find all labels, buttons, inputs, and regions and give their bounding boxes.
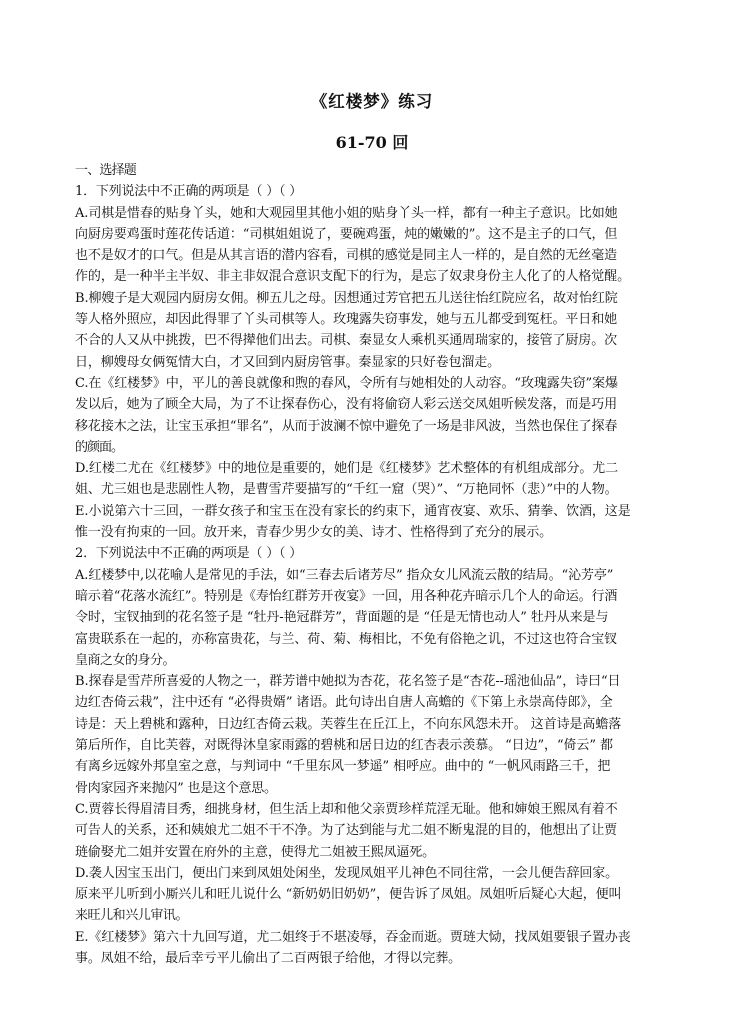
text-line: D.红楼二尤在《红楼梦》中的地位是重要的，她们是《红楼梦》艺术整体的有机组成部分。尤二 (75, 461, 619, 477)
text-line: 一、选择题 (75, 163, 137, 178)
text-line: 作的，是一种半主半奴、非主非奴混合意识支配下的行为，是忘了奴隶身份主人化了的人格觉醒。 (75, 269, 631, 285)
text-line: 1．下列说法中不正确的两项是（ ）（ ） (75, 184, 303, 200)
text-line: A.司棋是惜春的贴身丫头，她和大观园里其他小姐的贴身丫头一样，都有一种主子意识。比如她 (75, 205, 618, 221)
document-title: 《红楼梦》练习 (310, 92, 434, 111)
text-line: 诗是：天上碧桃和露种，日边红杏倚云栽。芙蓉生在丘江上，不向东风怨未开。 这首诗是高蟾落 (75, 716, 622, 732)
text-line: E.小说第六十三回，一群女孩子和宝玉在没有家长的约束下，通宵夜宴、欢乐、猜拳、饮酒，这是 (75, 503, 631, 519)
text-line: C.在《红楼梦》中，平儿的善良就像和煦的春风，令所有与她相处的人动容。“玫瑰露失窃”案爆 (75, 375, 618, 391)
document-body (75, 160, 675, 969)
text-line: 日，柳嫂母女俩冤情大白，才又回到内厨房管事。秦显家的只好卷包溜走。 (75, 354, 501, 370)
text-line: 惟一没有拘束的一回。放开来，青春少男少女的美、诗才、性格得到了充分的展示。 (75, 525, 553, 541)
text-line: 2．下列说法中不正确的两项是（ ）（ ） (75, 546, 303, 562)
text-line: 可告人的关系，还和姨娘尤二姐不干不净。为了达到能与尤二姐不断鬼混的目的，他想出了让贾 (75, 823, 618, 839)
text-line: 暗示着“花落水流红”。特别是《寿怡红群芳开夜宴》一回，用各种花卉暗示几个人的命运。行酒 (75, 588, 618, 604)
text-line: 向厨房要鸡蛋时莲花传话道：“司棋姐姐说了，要碗鸡蛋，炖的嫩嫩的”。这不是主子的口气，但 (75, 226, 618, 242)
text-line: 富贵联系在一起的，亦称富贵花，与兰、荷、菊、梅相比，不免有俗艳之讥，不过这也符合宝钗 (75, 631, 618, 647)
text-line: 来旺儿和兴儿审讯。 (75, 908, 189, 924)
text-line: 边红杏倚云栽”，注中还有 “必得贵婿” 诸语。此句诗出自唐人高蟾的《下第上永崇高侍郎》，全 (75, 695, 613, 711)
text-line: 不合的人又从中挑拨，巴不得撵他们出去。司棋、秦显女人乘机买通周瑞家的，接管了厨房。次 (75, 333, 618, 349)
text-line: E.《红楼梦》第六十九回写道，尤二姐终于不堪凌辱，吞金而逝。贾琏大恸，找凤姐要银子置办丧 (75, 929, 631, 945)
text-line: 第后所作，自比芙蓉，对既得沐皇家雨露的碧桃和居日边的红杏表示羡慕。 “日边”，“倚云” 都 (75, 738, 613, 754)
text-line: 也不是奴才的口气。但是从其言语的潜内容看，司棋的感觉是同主人一样的，是自然的无丝毫造 (75, 248, 618, 264)
text-line: 骨肉家园齐来抛闪” 也是这个意思。 (75, 780, 277, 796)
text-line: C.贾蓉长得眉清目秀，细挑身材，但生活上却和他父亲贾珍样荒淫无耻。他和婶娘王熙凤有着不 (75, 801, 618, 817)
text-line: 令时，宝钗抽到的花名签子是 “牡丹-艳冠群芳”，背面题的是 “任是无情也动人” 牡丹从来是与 (75, 610, 609, 626)
text-line: 姐、尤三姐也是悲剧性人物，是曹雪芹要描写的“千红一窟（哭）”、“万艳同怀（悲）”中的人物。 (75, 482, 618, 498)
text-line: 发以后，她为了顾全大局，为了不让探春伤心，没有将偷窃人彩云送交凤姐听候发落，而是巧用 (75, 397, 618, 413)
text-line: 事。凤姐不给，最后幸亏平儿偷出了二百两银子给他，才得以完葬。 (75, 950, 462, 966)
text-line: B.柳嫂子是大观园内厨房女佣。柳五儿之母。因想通过芳官把五儿送往怡红院应名，故对怡红院 (75, 290, 618, 306)
text-line: 的颜面。 (75, 439, 124, 455)
text-line: A.红楼梦中,以花喻人是常见的手法，如“三春去后诸芳尽” 指众女儿风流云散的结局。“沁芳亭” (75, 567, 614, 583)
text-line: D.袭人因宝玉出门，便出门来到凤姐处闲坐，发现凤姐平儿神色不同往常，一会儿便告辞回家。 (75, 865, 619, 881)
text-line: 等人格外照应，却因此得罪了丫头司棋等人。玫瑰露失窃事发，她与五儿都受到冤枉。平日和她 (75, 312, 618, 328)
text-line: 移花接木之法，让宝玉承担“罪名”，从而于波澜不惊中避免了一场是非风波，当然也保住了探春 (75, 418, 618, 434)
text-line: B.探春是雪芹所喜爱的人物之一，群芳谱中她拟为杏花，花名签子是“杏花--瑶池仙品”，诗曰“日 (75, 674, 621, 690)
text-line: 琏偷娶尤二姐并安置在府外的主意，使得尤二姐被王熙凤逼死。 (75, 844, 436, 860)
text-line: 皇商之女的身分。 (75, 652, 176, 668)
document-subtitle: 61-70 回 (335, 133, 409, 152)
text-line: 有离乡远嫁外邦皇室之意，与判词中 “千里东风一梦遥” 相呼应。曲中的 “一帆风雨路三千，把 (75, 759, 611, 775)
text-line: 原来平儿听到小厮兴儿和旺儿说什么 “新奶奶旧奶奶”，便告诉了凤姐。凤姐听后疑心大起，便叫 (75, 887, 622, 903)
